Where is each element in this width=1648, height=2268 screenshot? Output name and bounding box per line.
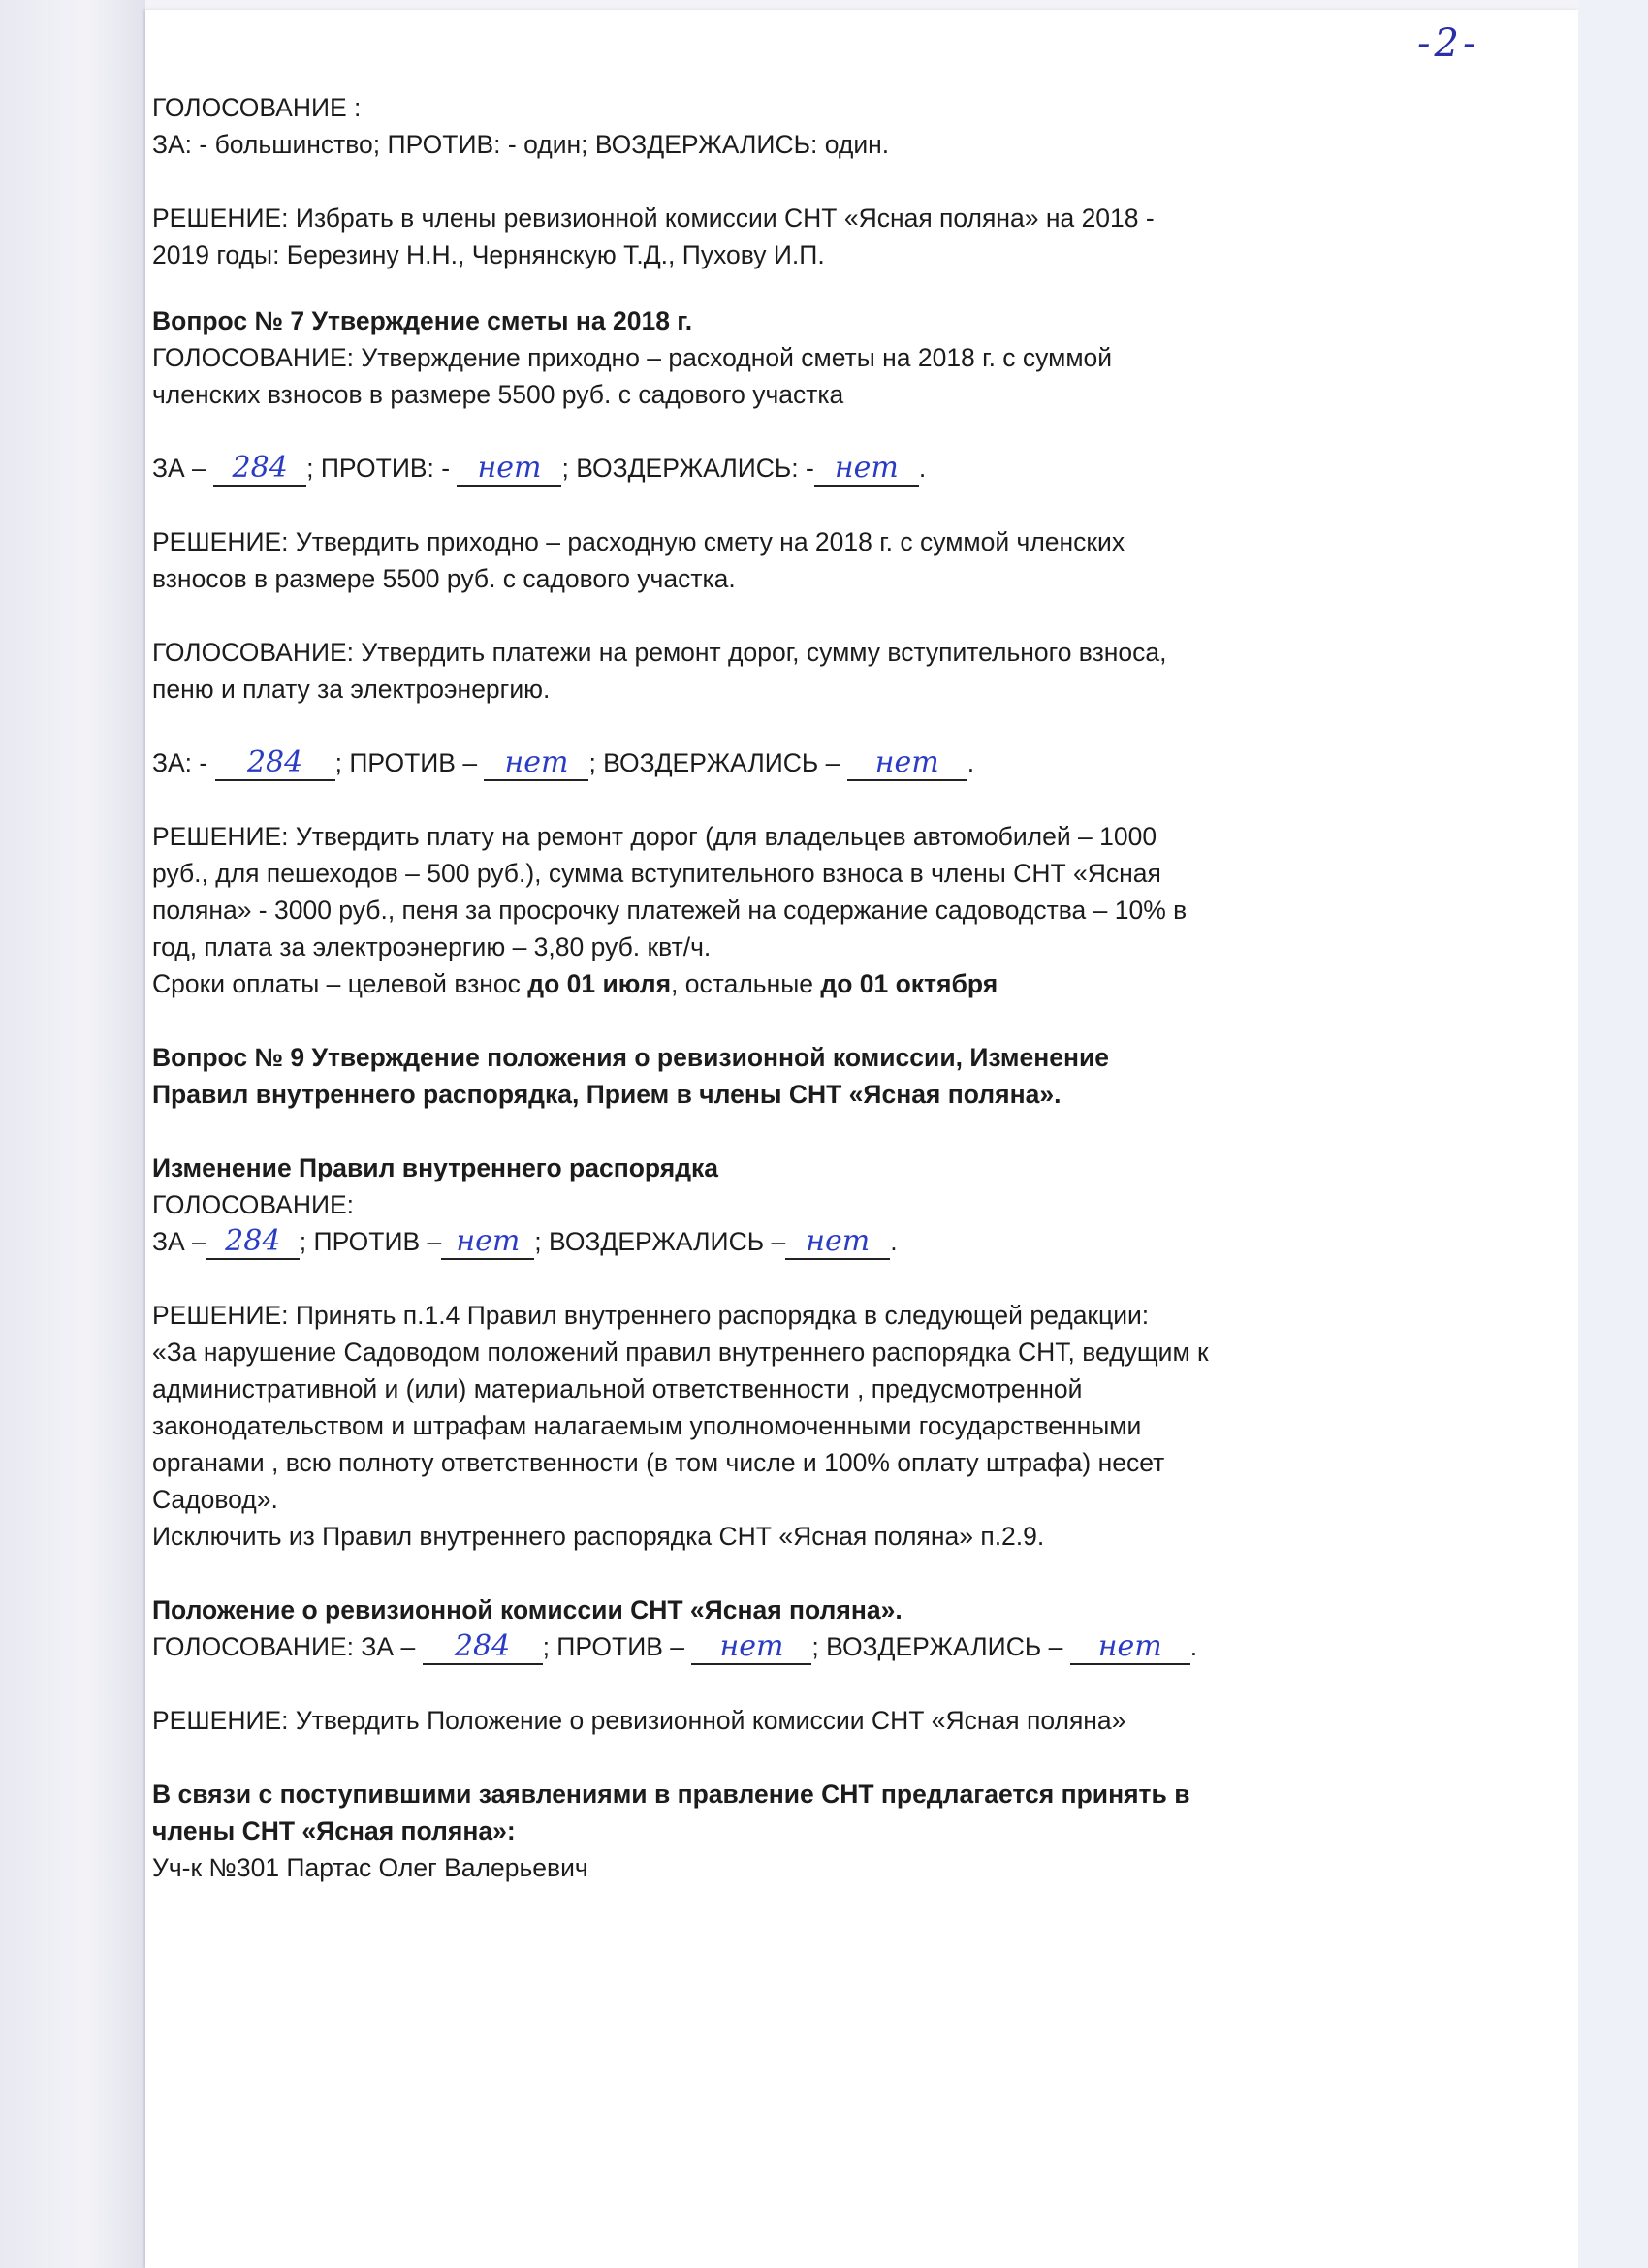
tally-against-label: ; ПРОТИВ –: [299, 1227, 442, 1256]
vote-label: ГОЛОСОВАНИЕ :: [152, 93, 362, 122]
tally-against-value: нет: [457, 452, 561, 487]
decision-line: законодательством и штрафам налагаемым уполномоченными государственными: [152, 1411, 1142, 1440]
decision-line: поляна» - 3000 руб., пеня за просрочку платежей на содержание садоводства – 10% в: [152, 896, 1188, 925]
audit-regulation-title: Положение о ревизионной комиссии СНТ «Ясная поляна».: [152, 1595, 903, 1624]
decision-line: РЕШЕНИЕ: Утвердить плату на ремонт дорог (для владельцев автомобилей – 1000: [152, 822, 1157, 851]
question-9-title: Правил внутреннего распорядка, Прием в члены СНТ «Ясная поляна».: [152, 1080, 1062, 1109]
tally-end: .: [967, 748, 975, 777]
vote-result: ЗА: - большинство; ПРОТИВ: - один; ВОЗДЕРЖАЛИСЬ: один.: [152, 130, 890, 159]
decision-line: РЕШЕНИЕ: Избрать в члены ревизионной комиссии СНТ «Ясная поляна» на 2018 -: [152, 204, 1155, 233]
vote-text: ГОЛОСОВАНИЕ: Утвердить платежи на ремонт дорог, сумму вступительного взноса,: [152, 638, 1167, 667]
decision-line: РЕШЕНИЕ: Утвердить приходно – расходную смету на 2018 г. с суммой членских: [152, 527, 1125, 556]
tally-against-value: нет: [484, 746, 588, 781]
tally-for-value: 284: [206, 1225, 300, 1260]
vote-tally: [152, 1223, 1568, 1260]
vote-tally: [152, 450, 1568, 487]
tally-for-value: 284: [213, 452, 306, 487]
terms-deadline-target: до 01 июля: [527, 969, 672, 998]
tally-for-value: 284: [215, 746, 335, 781]
membership-title: В связи с поступившими заявлениями в правление СНТ предлагается принять в: [152, 1780, 1190, 1809]
terms-text: , остальные: [671, 969, 821, 998]
decision-line: Садовод».: [152, 1485, 278, 1514]
tally-for-label: ЗА –: [152, 1227, 206, 1256]
vote-text: пеню и плату за электроэнергию.: [152, 675, 551, 704]
tally-for-label: ЗА: -: [152, 748, 215, 777]
decision-line: органами , всю полноту ответственности (в том числе и 100% оплату штрафа) несет: [152, 1448, 1165, 1477]
tally-abstain-value: нет: [785, 1225, 890, 1260]
tally-abstain-label: ; ВОЗДЕРЖАЛИСЬ –: [588, 748, 847, 777]
decision-line: взносов в размере 5500 руб. с садового участка.: [152, 564, 736, 593]
tally-abstain-value: нет: [847, 746, 967, 781]
tally-for-label: ГОЛОСОВАНИЕ: ЗА –: [152, 1632, 423, 1661]
scan-left-margin: [0, 0, 145, 2268]
page-number: -2-: [1417, 21, 1480, 66]
vote-text: ГОЛОСОВАНИЕ: Утверждение приходно – расходной сметы на 2018 г. с суммой: [152, 343, 1113, 372]
tally-abstain-value: нет: [814, 452, 919, 487]
tally-abstain-label: ; ВОЗДЕРЖАЛИСЬ: -: [561, 454, 814, 483]
tally-against-value: нет: [441, 1225, 534, 1260]
tally-abstain-label: ; ВОЗДЕРЖАЛИСЬ –: [534, 1227, 786, 1256]
decision-line: Исключить из Правил внутреннего распорядка СНТ «Ясная поляна» п.2.9.: [152, 1522, 1045, 1551]
tally-end: .: [890, 1227, 898, 1256]
decision-line: РЕШЕНИЕ: Утвердить Положение о ревизионной комиссии СНТ «Ясная поляна»: [152, 1706, 1126, 1735]
vote-label: ГОЛОСОВАНИЕ:: [152, 1190, 355, 1219]
payment-terms: [152, 965, 1568, 1002]
vote-text: членских взносов в размере 5500 руб. с садового участка: [152, 380, 844, 409]
question-7-title: Вопрос № 7 Утверждение сметы на 2018 г.: [152, 306, 693, 335]
scan-right-edge: [1578, 0, 1648, 2268]
terms-text: Сроки оплаты – целевой взнос: [152, 969, 528, 998]
tally-for-label: ЗА –: [152, 454, 214, 483]
question-9-title: Вопрос № 9 Утверждение положения о ревизионной комиссии, Изменение: [152, 1043, 1110, 1072]
tally-against-label: ; ПРОТИВ –: [334, 748, 485, 777]
tally-for-value: 284: [423, 1630, 543, 1665]
decision-line: 2019 годы: Березину Н.Н., Чернянскую Т.Д., Пухову И.П.: [152, 240, 825, 269]
tally-against-label: ; ПРОТИВ –: [542, 1632, 692, 1661]
decision-line: год, плата за электроэнергию – 3,80 руб. квт/ч.: [152, 932, 712, 961]
vote-tally: [152, 1628, 1568, 1665]
tally-against-value: нет: [691, 1630, 811, 1665]
decision-line: административной и (или) материальной ответственности , предусмотренной: [152, 1374, 1083, 1403]
terms-deadline-other: до 01 октября: [820, 969, 998, 998]
membership-title: члены СНТ «Ясная поляна»:: [152, 1816, 516, 1845]
membership-item: Уч-к №301 Партас Олег Валерьевич: [152, 1853, 588, 1882]
vote-tally: [152, 744, 1568, 781]
decision-line: «За нарушение Садоводом положений правил внутреннего распорядка СНТ, ведущим к: [152, 1338, 1209, 1367]
rules-change-title: Изменение Правил внутреннего распорядка: [152, 1153, 719, 1182]
tally-end: .: [1189, 1632, 1198, 1661]
decision-line: руб., для пешеходов – 500 руб.), сумма вступительного взноса в члены СНТ «Ясная: [152, 859, 1161, 888]
decision-line: РЕШЕНИЕ: Принять п.1.4 Правил внутреннего распорядка в следующей редакции:: [152, 1301, 1150, 1330]
tally-abstain-label: ; ВОЗДЕРЖАЛИСЬ –: [811, 1632, 1070, 1661]
tally-end: .: [918, 454, 927, 483]
document-body: [152, 89, 1568, 1886]
tally-abstain-value: нет: [1070, 1630, 1190, 1665]
tally-against-label: ; ПРОТИВ: -: [306, 454, 458, 483]
